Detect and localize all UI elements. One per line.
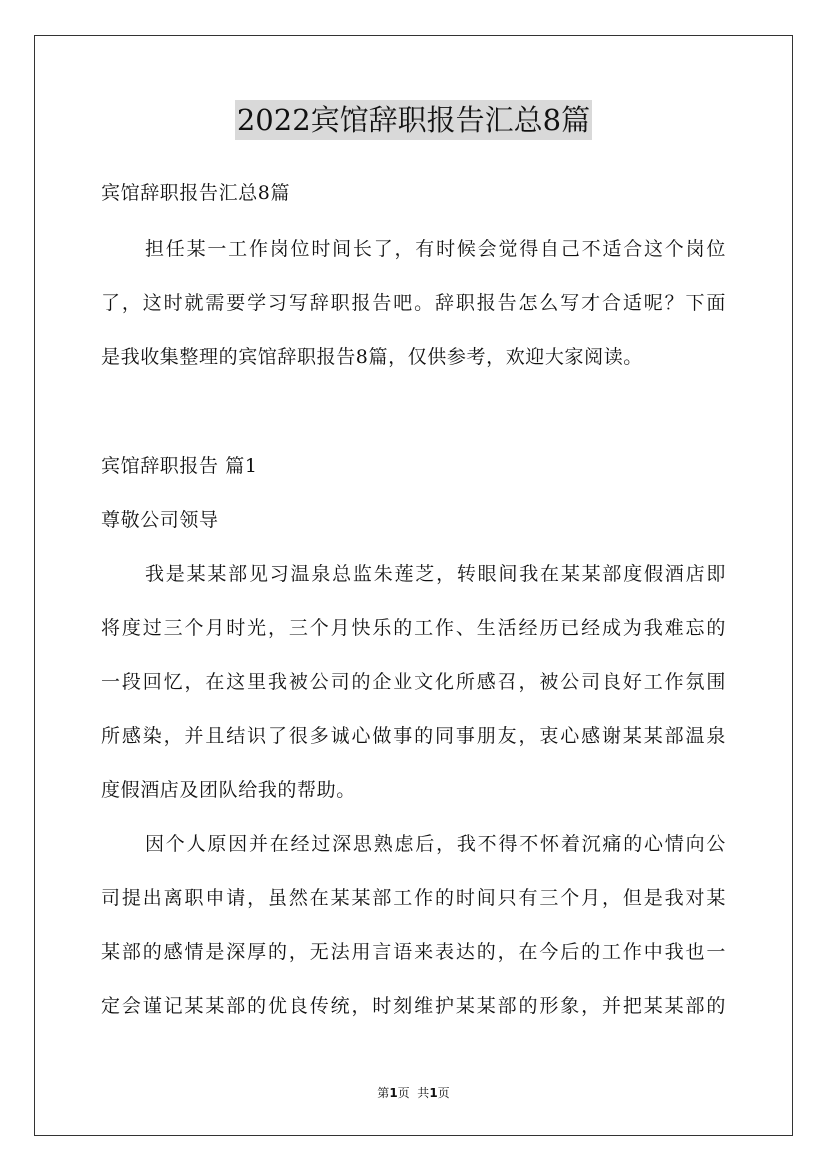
intro-line-2: 了，这时就需要学习写辞职报告吧。辞职报告怎么写才合适呢？下面 [101,292,726,314]
footer-suffix: 页 [437,1086,450,1100]
para1-line-2: 将度过三个月时光，三个月快乐的工作、生活经历已经成为我难忘的 [101,617,726,639]
para1-line-5: 度假酒店及团队给我的帮助。 [101,779,356,801]
para1-line-4: 所感染，并且结识了很多诚心做事的同事朋友，衷心感谢某某部温泉 [101,725,726,747]
footer-mid: 页 共 [397,1086,430,1100]
intro-line-3: 是我收集整理的宾馆辞职报告8篇，仅供参考，欢迎大家阅读。 [101,346,643,368]
document-subtitle: 宾馆辞职报告汇总8篇 [101,182,291,204]
para1-line-1: 我是某某部见习温泉总监朱莲芝，转眼间我在某某部度假酒店即 [145,563,726,585]
footer-prefix: 第 [377,1086,390,1100]
title-container [0,100,827,140]
para2-line-3: 某部的感情是深厚的，无法用言语来表达的，在今后的工作中我也一 [101,941,726,963]
footer-page-number: 1 [389,1086,398,1100]
section-heading: 宾馆辞职报告 篇1 [101,455,258,477]
para1-line-3: 一段回忆，在这里我被公司的企业文化所感召，被公司良好工作氛围 [101,671,726,693]
document-title: 2022宾馆辞职报告汇总8篇 [235,100,592,140]
salutation: 尊敬公司领导 [101,509,219,531]
intro-line-1: 担任某一工作岗位时间长了，有时候会觉得自己不适合这个岗位 [145,238,726,260]
para2-line-4: 定会谨记某某部的优良传统，时刻维护某某部的形象，并把某某部的 [101,995,726,1017]
para2-line-2: 司提出离职申请，虽然在某某部工作的时间只有三个月，但是我对某 [101,887,726,909]
footer-total-pages: 1 [429,1086,438,1100]
page-footer [0,1085,827,1101]
para2-line-1: 因个人原因并在经过深思熟虑后，我不得不怀着沉痛的心情向公 [145,833,726,855]
